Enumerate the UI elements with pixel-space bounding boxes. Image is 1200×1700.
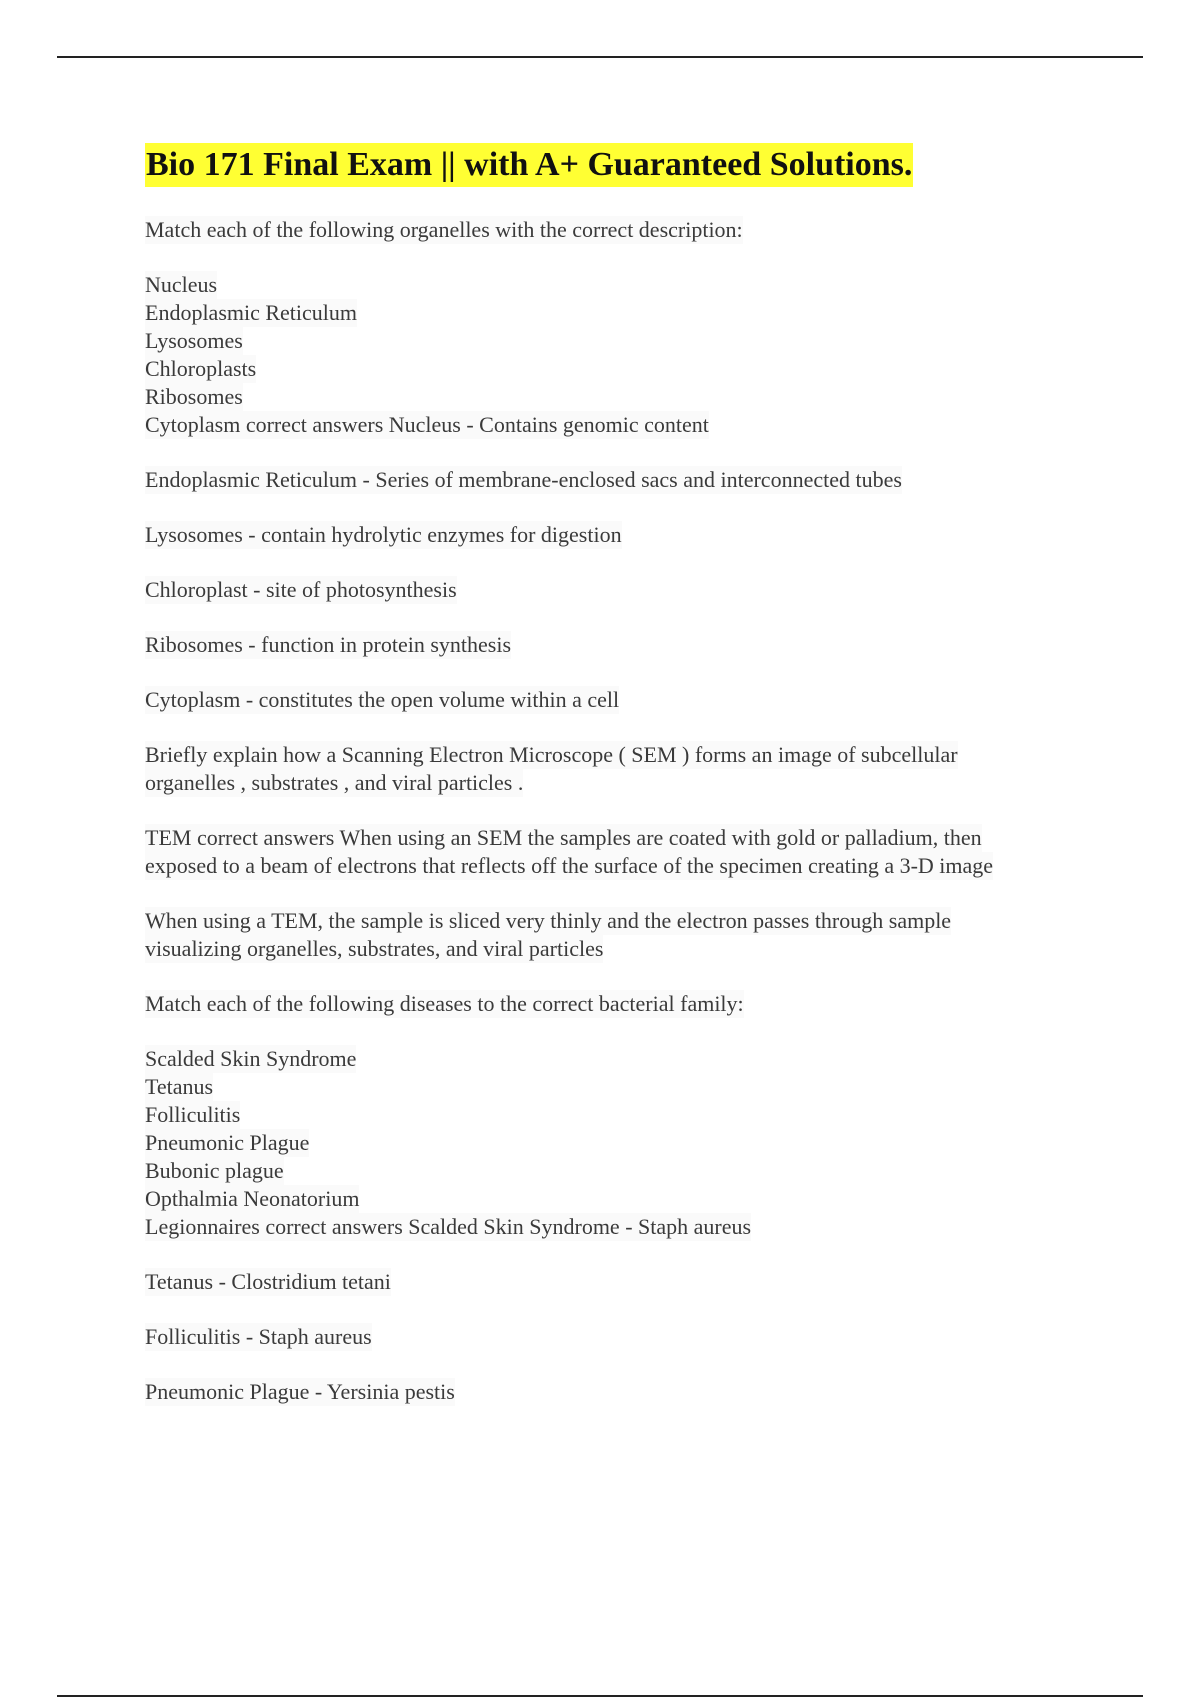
spacer [145, 1296, 1105, 1323]
text-line: Scalded Skin Syndrome [145, 1046, 357, 1071]
text-line: TEM correct answers When using an SEM the samples are coated with gold or palladium, then [145, 825, 982, 850]
header-rule [57, 56, 1143, 58]
spacer [145, 659, 1105, 686]
text-line: Lysosomes [145, 328, 243, 353]
text-line: organelles , substrates , and viral particles . [145, 770, 524, 795]
spacer [145, 714, 1105, 741]
spacer [145, 1351, 1105, 1378]
text-line: Bubonic plague [145, 1158, 284, 1183]
text-line: exposed to a beam of electrons that reflects off the surface of the specimen creating a 3-D image [145, 853, 994, 878]
spacer [145, 549, 1105, 576]
paragraph-plague-answer [145, 1378, 1105, 1406]
text-line: Folliculitis [145, 1102, 241, 1127]
spacer [145, 1018, 1105, 1045]
paragraph-diseases-list [145, 1045, 1105, 1241]
text-line: Nucleus [145, 272, 218, 297]
text-line: visualizing organelles, substrates, and viral particles [145, 936, 604, 961]
text-line: Ribosomes - function in protein synthesis [145, 632, 512, 657]
spacer [145, 880, 1105, 907]
text-line: Pneumonic Plague [145, 1130, 310, 1155]
text-line: Match each of the following organelles with the correct description: [145, 217, 743, 242]
spacer [145, 187, 1105, 216]
text-line: Endoplasmic Reticulum [145, 300, 358, 325]
spacer [145, 494, 1105, 521]
text-line: When using a TEM, the sample is sliced very thinly and the electron passes through sample [145, 908, 952, 933]
paragraph-ribosomes-answer [145, 631, 1105, 659]
text-line: Ribosomes [145, 384, 243, 409]
spacer [145, 1241, 1105, 1268]
paragraph-cytoplasm-answer [145, 686, 1105, 714]
paragraph-tetanus-answer [145, 1268, 1105, 1296]
spacer [145, 797, 1105, 824]
text-line: Cytoplasm - constitutes the open volume within a cell [145, 687, 620, 712]
document-body [145, 143, 1105, 1406]
text-line: Tetanus - Clostridium tetani [145, 1269, 391, 1294]
text-line: Cytoplasm correct answers Nucleus - Contains genomic content [145, 412, 709, 437]
spacer [145, 439, 1105, 466]
text-line: Lysosomes - contain hydrolytic enzymes for digestion [145, 522, 622, 547]
paragraph-er-answer [145, 466, 1105, 494]
text-line: Endoplasmic Reticulum - Series of membrane-enclosed sacs and interconnected tubes [145, 467, 902, 492]
paragraph-organelles-list [145, 271, 1105, 439]
text-line: Chloroplasts [145, 356, 257, 381]
text-line: Legionnaires correct answers Scalded Skin Syndrome - Staph aureus [145, 1214, 752, 1239]
text-line: Tetanus [145, 1074, 214, 1099]
text-line: Opthalmia Neonatorium [145, 1186, 360, 1211]
paragraph-sem-question [145, 741, 1105, 797]
footer-rule [57, 1695, 1143, 1697]
paragraph-organelles-prompt [145, 216, 1105, 244]
text-line: Folliculitis - Staph aureus [145, 1324, 372, 1349]
paragraph-tem-answer [145, 907, 1105, 963]
spacer [145, 604, 1105, 631]
text-line: Chloroplast - site of photosynthesis [145, 577, 457, 602]
paragraph-lysosomes-answer [145, 521, 1105, 549]
paragraph-sem-answer [145, 824, 1105, 880]
text-line: Pneumonic Plague - Yersinia pestis [145, 1379, 455, 1404]
paragraph-folliculitis-answer [145, 1323, 1105, 1351]
spacer [145, 963, 1105, 990]
spacer [145, 244, 1105, 271]
paragraph-diseases-prompt [145, 990, 1105, 1018]
text-line: Briefly explain how a Scanning Electron Microscope ( SEM ) forms an image of subcellular [145, 742, 958, 767]
paragraph-chloroplast-answer [145, 576, 1105, 604]
text-line: Match each of the following diseases to the correct bacterial family: [145, 991, 744, 1016]
document-title: Bio 171 Final Exam || with A+ Guaranteed Solutions. [145, 143, 913, 187]
